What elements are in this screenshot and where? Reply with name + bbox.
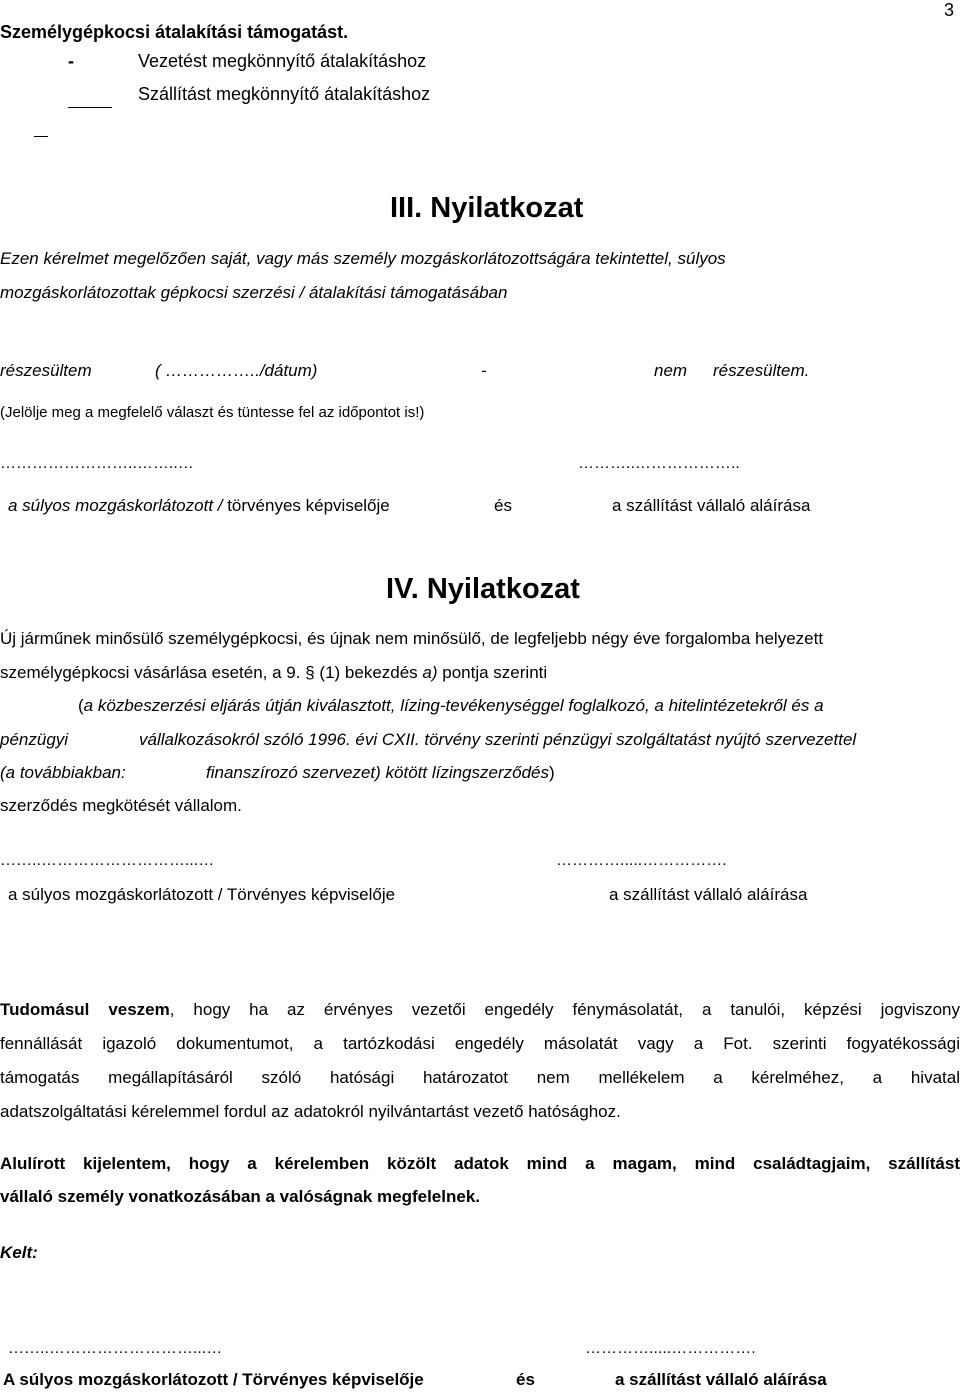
section4-line5-italic: finanszírozó szervezet) kötött lízingszerződés bbox=[206, 763, 549, 782]
section3-signature-right: a szállítást vállaló aláírása bbox=[612, 496, 811, 515]
notice-line3: támogatás megállapításáról szóló hatósági határozatot nem mellékelem a kérelméhez, a hivatal bbox=[0, 1068, 960, 1087]
section4-line3 bbox=[78, 696, 824, 716]
section3-para-line2: mozgáskorlátozottak gépkocsi szerzési / átalakítási támogatásában bbox=[0, 283, 508, 302]
section3-dots-right: ………..……………….. bbox=[578, 455, 740, 472]
notice-bold-start: Tudomásul veszem bbox=[0, 1000, 170, 1019]
section4-heading: IV. Nyilatkozat bbox=[386, 573, 580, 605]
top-title: Személygépkocsi átalakítási támogatást. bbox=[0, 22, 349, 42]
section4-dots-right: ………….....……………. bbox=[556, 852, 727, 869]
section3-sig-left-italic: a súlyos mozgáskorlátozott / bbox=[8, 496, 223, 515]
footer-signature-right: a szállítást vállaló aláírása bbox=[615, 1370, 827, 1389]
notice-line1 bbox=[0, 1000, 960, 1020]
choice-received: részesültem bbox=[0, 361, 92, 380]
notice-line4: adatszolgáltatási kérelemmel fordul az adatokról nyilvántartást vezető hatósághoz. bbox=[0, 1102, 621, 1121]
section4-line3-open: ( bbox=[78, 696, 84, 715]
section3-para-line1-b: súlyos bbox=[677, 249, 726, 268]
section4-line5-b bbox=[206, 763, 555, 783]
section4-line3-italic: a közbeszerzési eljárás útján kiválasztott, lízing-tevékenységgel foglalkozó, a hitelintézetekről és a bbox=[83, 696, 824, 715]
option2-text: Szállítást megkönnyítő átalakításhoz bbox=[138, 84, 431, 104]
section4-line1: Új járműnek minősülő személygépkocsi, és újnak nem minősülő, de legfeljebb négy éve forgalomba helyezett bbox=[0, 629, 824, 648]
section4-dots-left: ……..………………………...… bbox=[0, 852, 215, 869]
choice-nem: nem bbox=[654, 361, 688, 380]
declaration-line2: vállaló személy vonatkozásában a valóságnak megfelelnek. bbox=[0, 1187, 481, 1206]
choice-not-received: részesültem. bbox=[713, 361, 810, 380]
section3-sig-left-rest: törvényes képviselője bbox=[222, 496, 390, 515]
footer-dots-right: ………….....……………. bbox=[585, 1340, 756, 1357]
section4-line2 bbox=[0, 663, 547, 683]
section3-instruction: (Jelölje meg a megfelelő választ és tüntesse fel az időpontot is!) bbox=[0, 404, 425, 421]
section3-heading: III. Nyilatkozat bbox=[390, 192, 584, 224]
section4-line5-a: (a továbbiakban: bbox=[0, 763, 126, 782]
option1-dash: - bbox=[68, 51, 74, 71]
section4-line5-close: ) bbox=[548, 763, 555, 782]
section4-signature-right: a szállítást vállaló aláírása bbox=[609, 885, 808, 904]
footer-signature-left: A súlyos mozgáskorlátozott / Törvényes képviselője bbox=[3, 1370, 424, 1389]
footer-sig-and: és bbox=[516, 1370, 535, 1389]
option2-dash bbox=[68, 95, 112, 113]
section4-paragraph-sign: § bbox=[305, 663, 315, 682]
section4-line4-b: vállalkozásokról szóló 1996. évi CXII. törvény szerinti pénzügyi szolgáltatást nyújtó szervezettel bbox=[139, 730, 857, 749]
section4-line4-a: pénzügyi bbox=[0, 730, 69, 749]
section4-line2-d: a) bbox=[422, 663, 438, 682]
section4-line2-a: személygépkocsi vásárlása esetén, a 9. bbox=[0, 663, 306, 682]
footer-dots-left: ……..………………………...… bbox=[8, 1340, 223, 1357]
choice-date: ( ……………../dátum) bbox=[155, 361, 318, 380]
section4-signature-left: a súlyos mozgáskorlátozott / Törvényes képviselője bbox=[8, 885, 396, 904]
section4-line6: szerződés megkötését vállalom. bbox=[0, 796, 242, 815]
kelt-label: Kelt: bbox=[0, 1243, 38, 1262]
section3-dots-left: ……………………..……..… bbox=[0, 455, 194, 472]
section4-line2-c: (1) bekezdés bbox=[314, 663, 423, 682]
notice-line2: fennállását igazoló dokumentumot, a tartózkodási engedély másolatát vagy a Fot. szerinti fogyatékossági bbox=[0, 1034, 960, 1053]
page-number: 3 bbox=[943, 0, 954, 20]
section4-line2-e: pontja szerinti bbox=[437, 663, 548, 682]
section3-para-line1-a: Ezen kérelmet megelőzően saját, vagy más személy mozgáskorlátozottságára tekintettel, bbox=[0, 249, 678, 268]
notice-line1-rest: , hogy ha az érvényes vezetői engedély fénymásolatát, a tanulói, képzési jogviszony bbox=[169, 1000, 960, 1019]
section3-signature-left bbox=[8, 496, 390, 516]
section3-para-line1 bbox=[0, 249, 726, 269]
section3-sig-and: és bbox=[494, 496, 512, 515]
choice-dash: - bbox=[481, 361, 487, 380]
option1-text: Vezetést megkönnyítő átalakításhoz bbox=[138, 51, 427, 71]
option3-dash bbox=[34, 124, 48, 142]
declaration-line1: Alulírott kijelentem, hogy a kérelemben közölt adatok mind a magam, mind családtagjaim, szállítást bbox=[0, 1154, 960, 1173]
